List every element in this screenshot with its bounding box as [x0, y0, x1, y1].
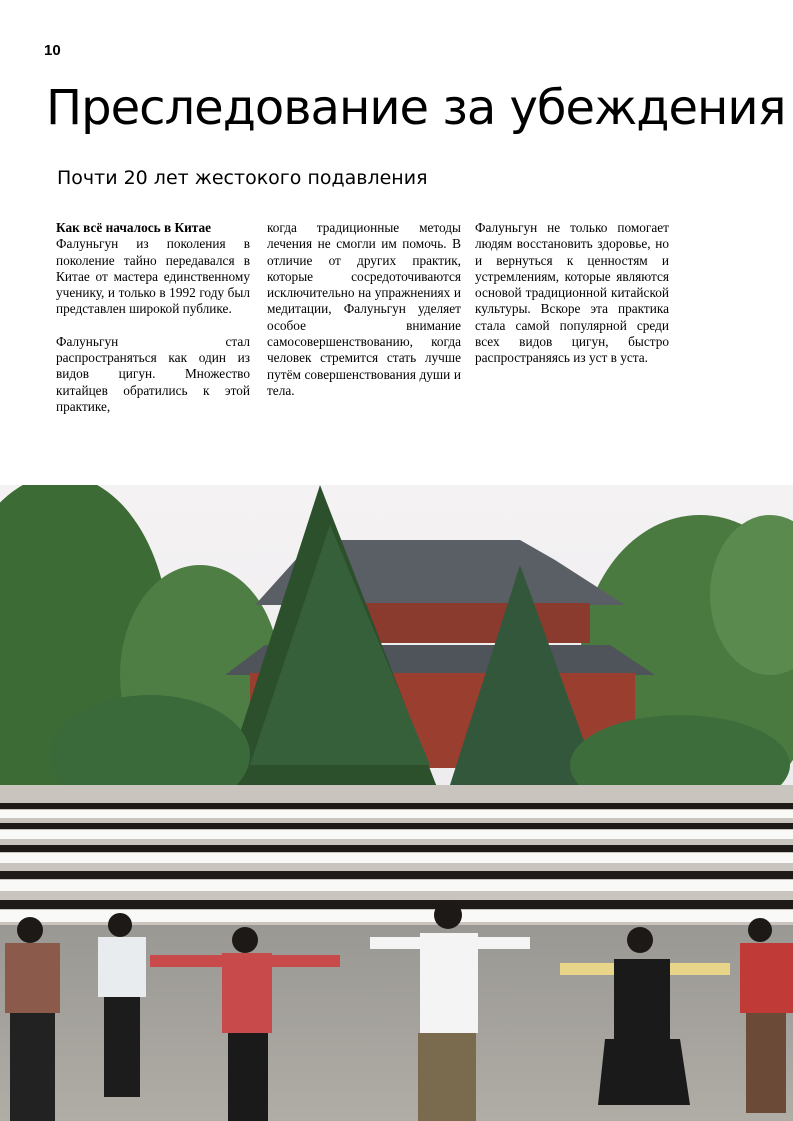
article-column-2 — [267, 220, 461, 415]
article-paragraph: Фалуньгун стал распространяться как один из видов цигун. Множество китайцев обратились к этой практике, — [56, 333, 250, 414]
article-paragraph: Фалуньгун не только помогает людям восстановить здоровье, но и вернуться к ценностям и устремлениям, которые являются основой традиционной китайской культуры. Вскоре эта практика стала самой популярной среди всех видов цигун, быстро распространяясь из уст в уста. — [475, 220, 669, 366]
article-column-3 — [475, 220, 669, 383]
article-column-1 — [56, 220, 250, 431]
article-paragraph: Фалуньгун из поколения в поколение тайно передавался в Китае от мастера единственному ученику, и только в 1992 году был представлен широкой публике. — [56, 236, 250, 317]
page-title: Преследование за убеждения — [46, 80, 786, 136]
group-exercise-photo — [0, 485, 793, 1121]
article-heading: Как всё началось в Китае — [56, 220, 212, 235]
page-subtitle: Почти 20 лет жестокого подавления — [57, 167, 428, 189]
article-paragraph: когда традиционные методы лечения не смогли им помочь. В отличие от других практик, которые сосредоточиваются исключительно на упражнениях и медитации, Фалуньгун уделяет особое внимание самосовершенствованию, когда человек стремится стать лучше путём совершенствования души и тела. — [267, 220, 461, 398]
page-number: 10 — [44, 42, 61, 59]
